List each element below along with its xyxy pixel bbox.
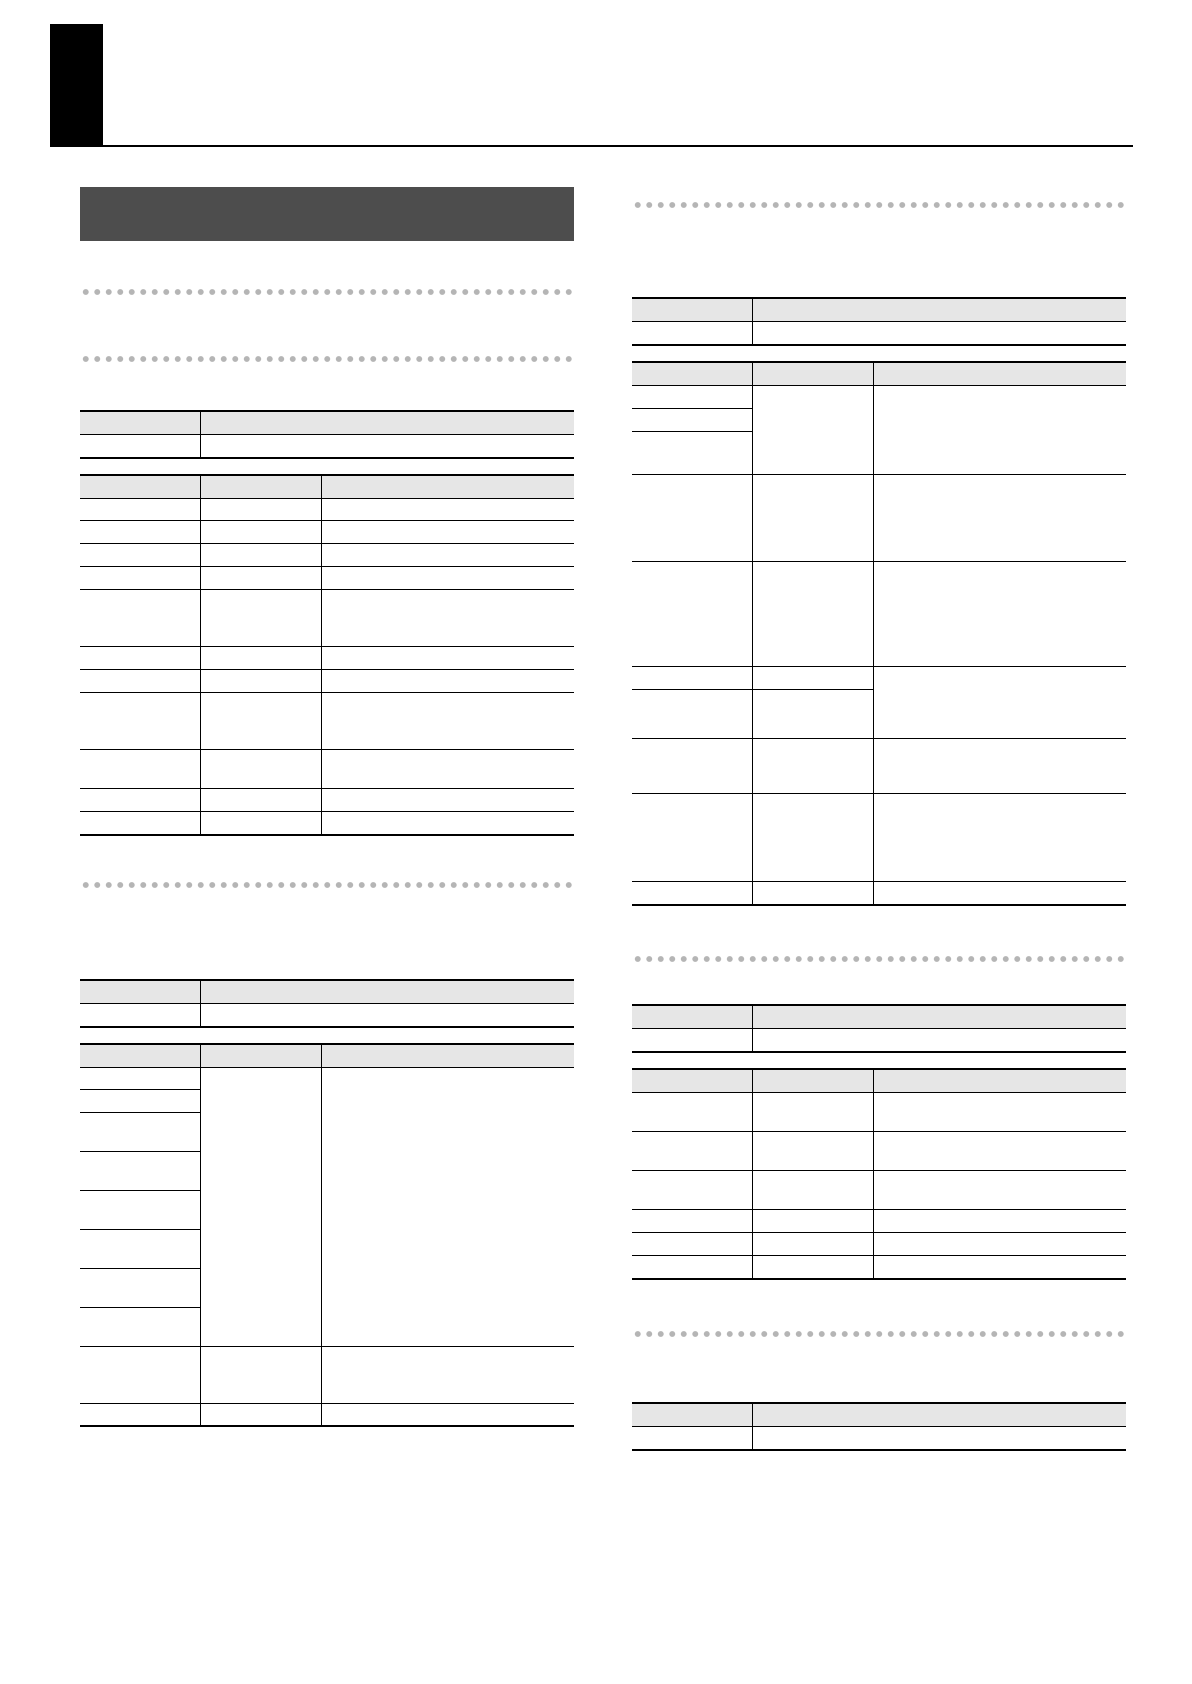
- table-rule: [632, 408, 752, 409]
- table-column-divider: [752, 297, 753, 345]
- table-header-row: [80, 410, 574, 434]
- table-rule: [80, 1346, 574, 1347]
- table-rule: [632, 1426, 1126, 1427]
- table-rule: [632, 793, 1126, 794]
- table-rule: [632, 1004, 1126, 1006]
- table-rule: [80, 1425, 574, 1427]
- table-header-row: [632, 1004, 1126, 1028]
- table-rule: [80, 543, 574, 544]
- table-header-row: [632, 361, 1126, 385]
- table-rule: [80, 1003, 574, 1004]
- table-rule: [632, 1092, 1126, 1093]
- table-rule: [80, 1067, 574, 1068]
- table-rule: [80, 474, 574, 476]
- table-column-divider: [321, 474, 322, 834]
- table-rule: [80, 1403, 574, 1404]
- section-banner: [80, 187, 574, 241]
- table-rule: [80, 749, 574, 750]
- table-rule: [632, 297, 1126, 299]
- table-rule: [80, 589, 574, 590]
- table-rule: [632, 361, 1126, 363]
- table-rule: [80, 1229, 200, 1230]
- table-left-1: [80, 410, 574, 836]
- dotted-divider: [80, 881, 574, 889]
- dotted-divider: [632, 955, 1126, 963]
- table-rule: [632, 1232, 1126, 1233]
- table-rule: [80, 1151, 200, 1152]
- table-column-divider: [752, 1004, 753, 1052]
- table-column-divider: [200, 410, 201, 458]
- header-rule: [103, 145, 1133, 147]
- table-right-2: [632, 1004, 1126, 1284]
- table-rule: [632, 1209, 1126, 1210]
- table-rule: [632, 431, 752, 432]
- table-rule: [80, 834, 574, 836]
- table-header-row: [632, 1402, 1126, 1426]
- table-header-row: [632, 1068, 1126, 1092]
- table-rule: [632, 474, 1126, 475]
- dotted-divider: [632, 1330, 1126, 1338]
- table-header-row: [80, 1043, 574, 1067]
- dotted-divider: [632, 201, 1126, 209]
- table-rule: [632, 881, 1126, 882]
- table-rule: [632, 1255, 1126, 1256]
- table-rule: [632, 1051, 1126, 1053]
- table-rule: [80, 788, 574, 789]
- table-header-row: [80, 474, 574, 498]
- table-rule: [80, 692, 574, 693]
- table-column-divider: [752, 1402, 753, 1450]
- table-rule: [632, 344, 1126, 346]
- chapter-tab-block: [50, 24, 103, 147]
- table-rule: [80, 669, 574, 670]
- table-left-2: [80, 979, 574, 1427]
- table-column-divider: [752, 1068, 753, 1278]
- table-rule: [632, 1028, 1126, 1029]
- table-rule: [80, 457, 574, 459]
- table-rule: [632, 738, 1126, 739]
- table-rule: [80, 1307, 200, 1308]
- table-rule: [80, 410, 574, 412]
- table-rule: [80, 1026, 574, 1028]
- table-rule: [80, 1112, 200, 1113]
- table-rule: [80, 498, 574, 499]
- table-rule: [80, 811, 574, 812]
- dotted-divider: [80, 355, 574, 363]
- table-rule: [632, 321, 1126, 322]
- table-column-divider: [200, 979, 201, 1027]
- table-rule: [632, 1068, 1126, 1070]
- dotted-divider: [80, 288, 574, 296]
- table-rule: [80, 1043, 574, 1045]
- table-column-divider: [752, 361, 753, 904]
- table-header-row: [632, 297, 1126, 321]
- table-right-1: [632, 297, 1126, 906]
- table-rule: [632, 1170, 1126, 1171]
- table-rule: [80, 1268, 200, 1269]
- table-column-divider: [873, 361, 874, 904]
- table-rule: [632, 1278, 1126, 1280]
- table-rule: [632, 666, 1126, 667]
- table-rule: [632, 1131, 1126, 1132]
- table-rule: [80, 434, 574, 435]
- table-rule: [632, 1402, 1126, 1404]
- table-column-divider: [321, 1043, 322, 1425]
- table-right-3: [632, 1402, 1126, 1452]
- table-rule: [80, 646, 574, 647]
- table-rule: [80, 979, 574, 981]
- table-rule: [80, 1089, 200, 1090]
- table-header-row: [80, 979, 574, 1003]
- table-rule: [632, 385, 1126, 386]
- table-rule: [80, 520, 574, 521]
- table-column-divider: [873, 1068, 874, 1278]
- table-column-divider: [200, 474, 201, 834]
- table-rule: [80, 566, 574, 567]
- table-rule: [80, 1190, 200, 1191]
- table-rule: [632, 904, 1126, 906]
- table-rule: [632, 1449, 1126, 1451]
- table-column-divider: [200, 1043, 201, 1425]
- table-rule: [632, 561, 1126, 562]
